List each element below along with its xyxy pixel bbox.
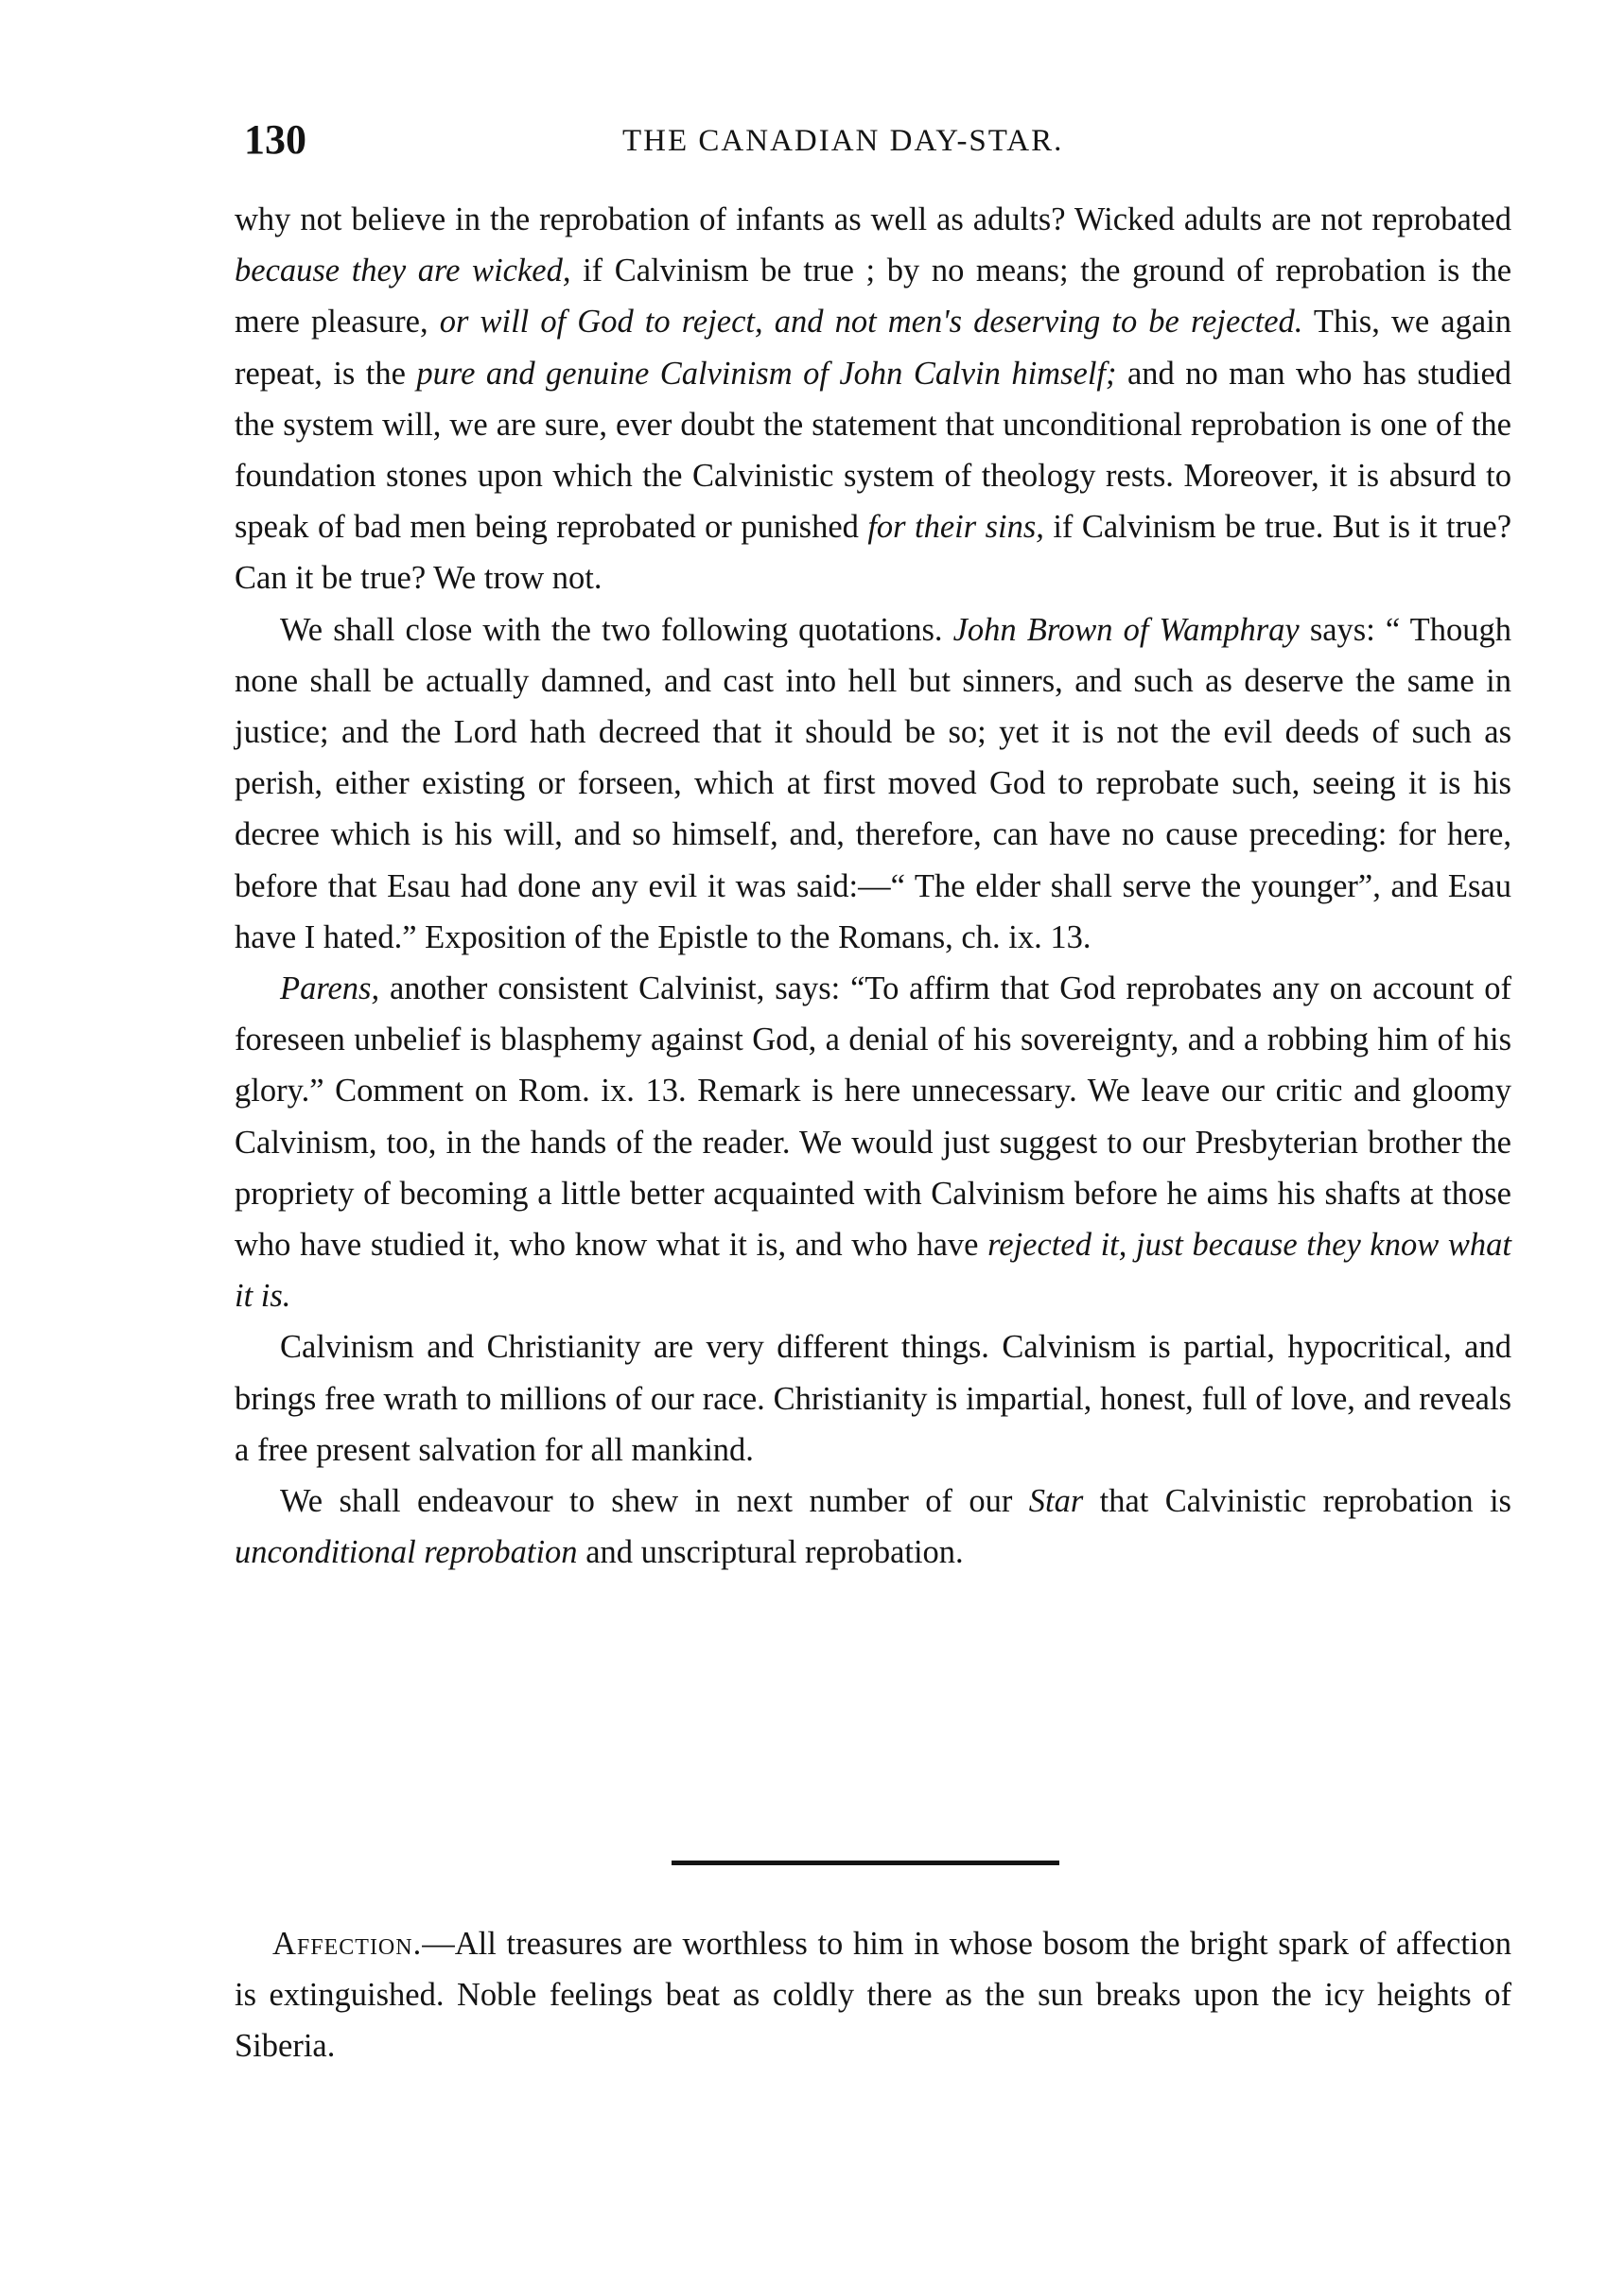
italic-run: Star xyxy=(1028,1483,1084,1520)
text-run: This, we again repeat, is the xyxy=(235,304,1511,392)
text-run: if Calvinism be true. But is it true? Can it be true? We trow not. xyxy=(235,509,1512,597)
text-run: if Calvinism be true ; by no means; the ground of reprobation is the mere pleasure, xyxy=(235,253,1512,341)
italic-run: for their sins, xyxy=(867,509,1044,546)
italic-run: pure and genuine Calvinism of John Calvin himself; xyxy=(416,355,1117,392)
article-body xyxy=(235,194,1511,1578)
journal-title: THE CANADIAN DAY-STAR. xyxy=(622,124,1064,158)
paragraph-reprobation-argument xyxy=(235,194,1511,604)
text-run: why not believe in the reprobation of infants as well as adults? Wicked adults are not reprobated xyxy=(235,201,1511,237)
text-run: —All treasures are worthless to him in whose bosom the bright spark of affection is extinguished. Noble feelings beat as coldly there as the sun breaks upon the icy heights of Siberia. xyxy=(235,1926,1511,2065)
paragraph-next-number xyxy=(235,1476,1511,1578)
affection-note xyxy=(235,1918,1511,2072)
italic-run: because they are wicked, xyxy=(235,253,571,289)
paragraph-calvinism-christianity xyxy=(235,1321,1511,1476)
running-head xyxy=(244,112,1521,168)
italic-run: John Brown of Wamphray xyxy=(952,611,1300,648)
section-divider-rule xyxy=(672,1861,1059,1865)
text-run: another consistent Calvinist, says: “To affirm that God reprobates any on account of foreseen unbelief is blasphemy against God, a denial of his sovereignty, and a robbing him of his glory.” Comment on Rom. ix. 13. Remark is here unnecessary. We leave our critic and gloomy Calvinism, too, in the hands of the reader. We would just suggest to our Presbyterian brother the propriety of becoming a little better acquainted with Calvinism before he aims his shafts at those who have studied it, who know what it is, and who have xyxy=(235,970,1511,1264)
page-number: 130 xyxy=(244,116,306,163)
text-run: and unscriptural reprobation. xyxy=(577,1534,964,1571)
note-lead: Affection. xyxy=(272,1926,423,1962)
text-run: We shall close with the two following quotations. xyxy=(280,611,953,648)
italic-run: unconditional reprobation xyxy=(235,1534,578,1571)
text-run: and no man who has studied the system will, we are sure, ever doubt the statement that unconditional reprobation is one of the foundation stones upon which the Calvinistic system of theology rests. Moreover, it is absurd to speak of bad men being reprobated or punished xyxy=(235,355,1512,546)
italic-run: or will of God to reject, and not men's deserving to be rejected. xyxy=(439,304,1303,341)
text-run: Calvinism and Christianity are very different things. Calvinism is partial, hypocritical, and brings free wrath to millions of our race. Christianity is impartial, honest, full of love, and reveals a free present salvation for all mankind. xyxy=(235,1329,1511,1468)
text-run: We shall endeavour to shew in next number of our xyxy=(280,1483,1029,1520)
paragraph-affection xyxy=(235,1918,1511,2072)
paragraph-parens-quotation xyxy=(235,963,1511,1321)
text-run: says: “ Though none shall be actually damned, and cast into hell but sinners, and such as deserve the same in justice; and the Lord hath decreed that it should be so; yet it is not the evil deeds of such as perish, either existing or forseen, which at first moved God to reprobate such, seeing it is his decree which is his will, and so himself, and, therefore, can have no cause preceding: for here, before that Esau had done any evil it was said:—“ The elder shall serve the younger”, and Esau have I hated.” Exposition of the Epistle to the Romans, ch. ix. 13. xyxy=(235,611,1512,955)
italic-run: rejected it, just because they know what it is. xyxy=(235,1227,1511,1315)
text-run: that Calvinistic reprobation is xyxy=(1083,1483,1511,1520)
italic-run: Parens, xyxy=(280,970,380,1007)
paragraph-brown-quotation xyxy=(235,604,1511,963)
